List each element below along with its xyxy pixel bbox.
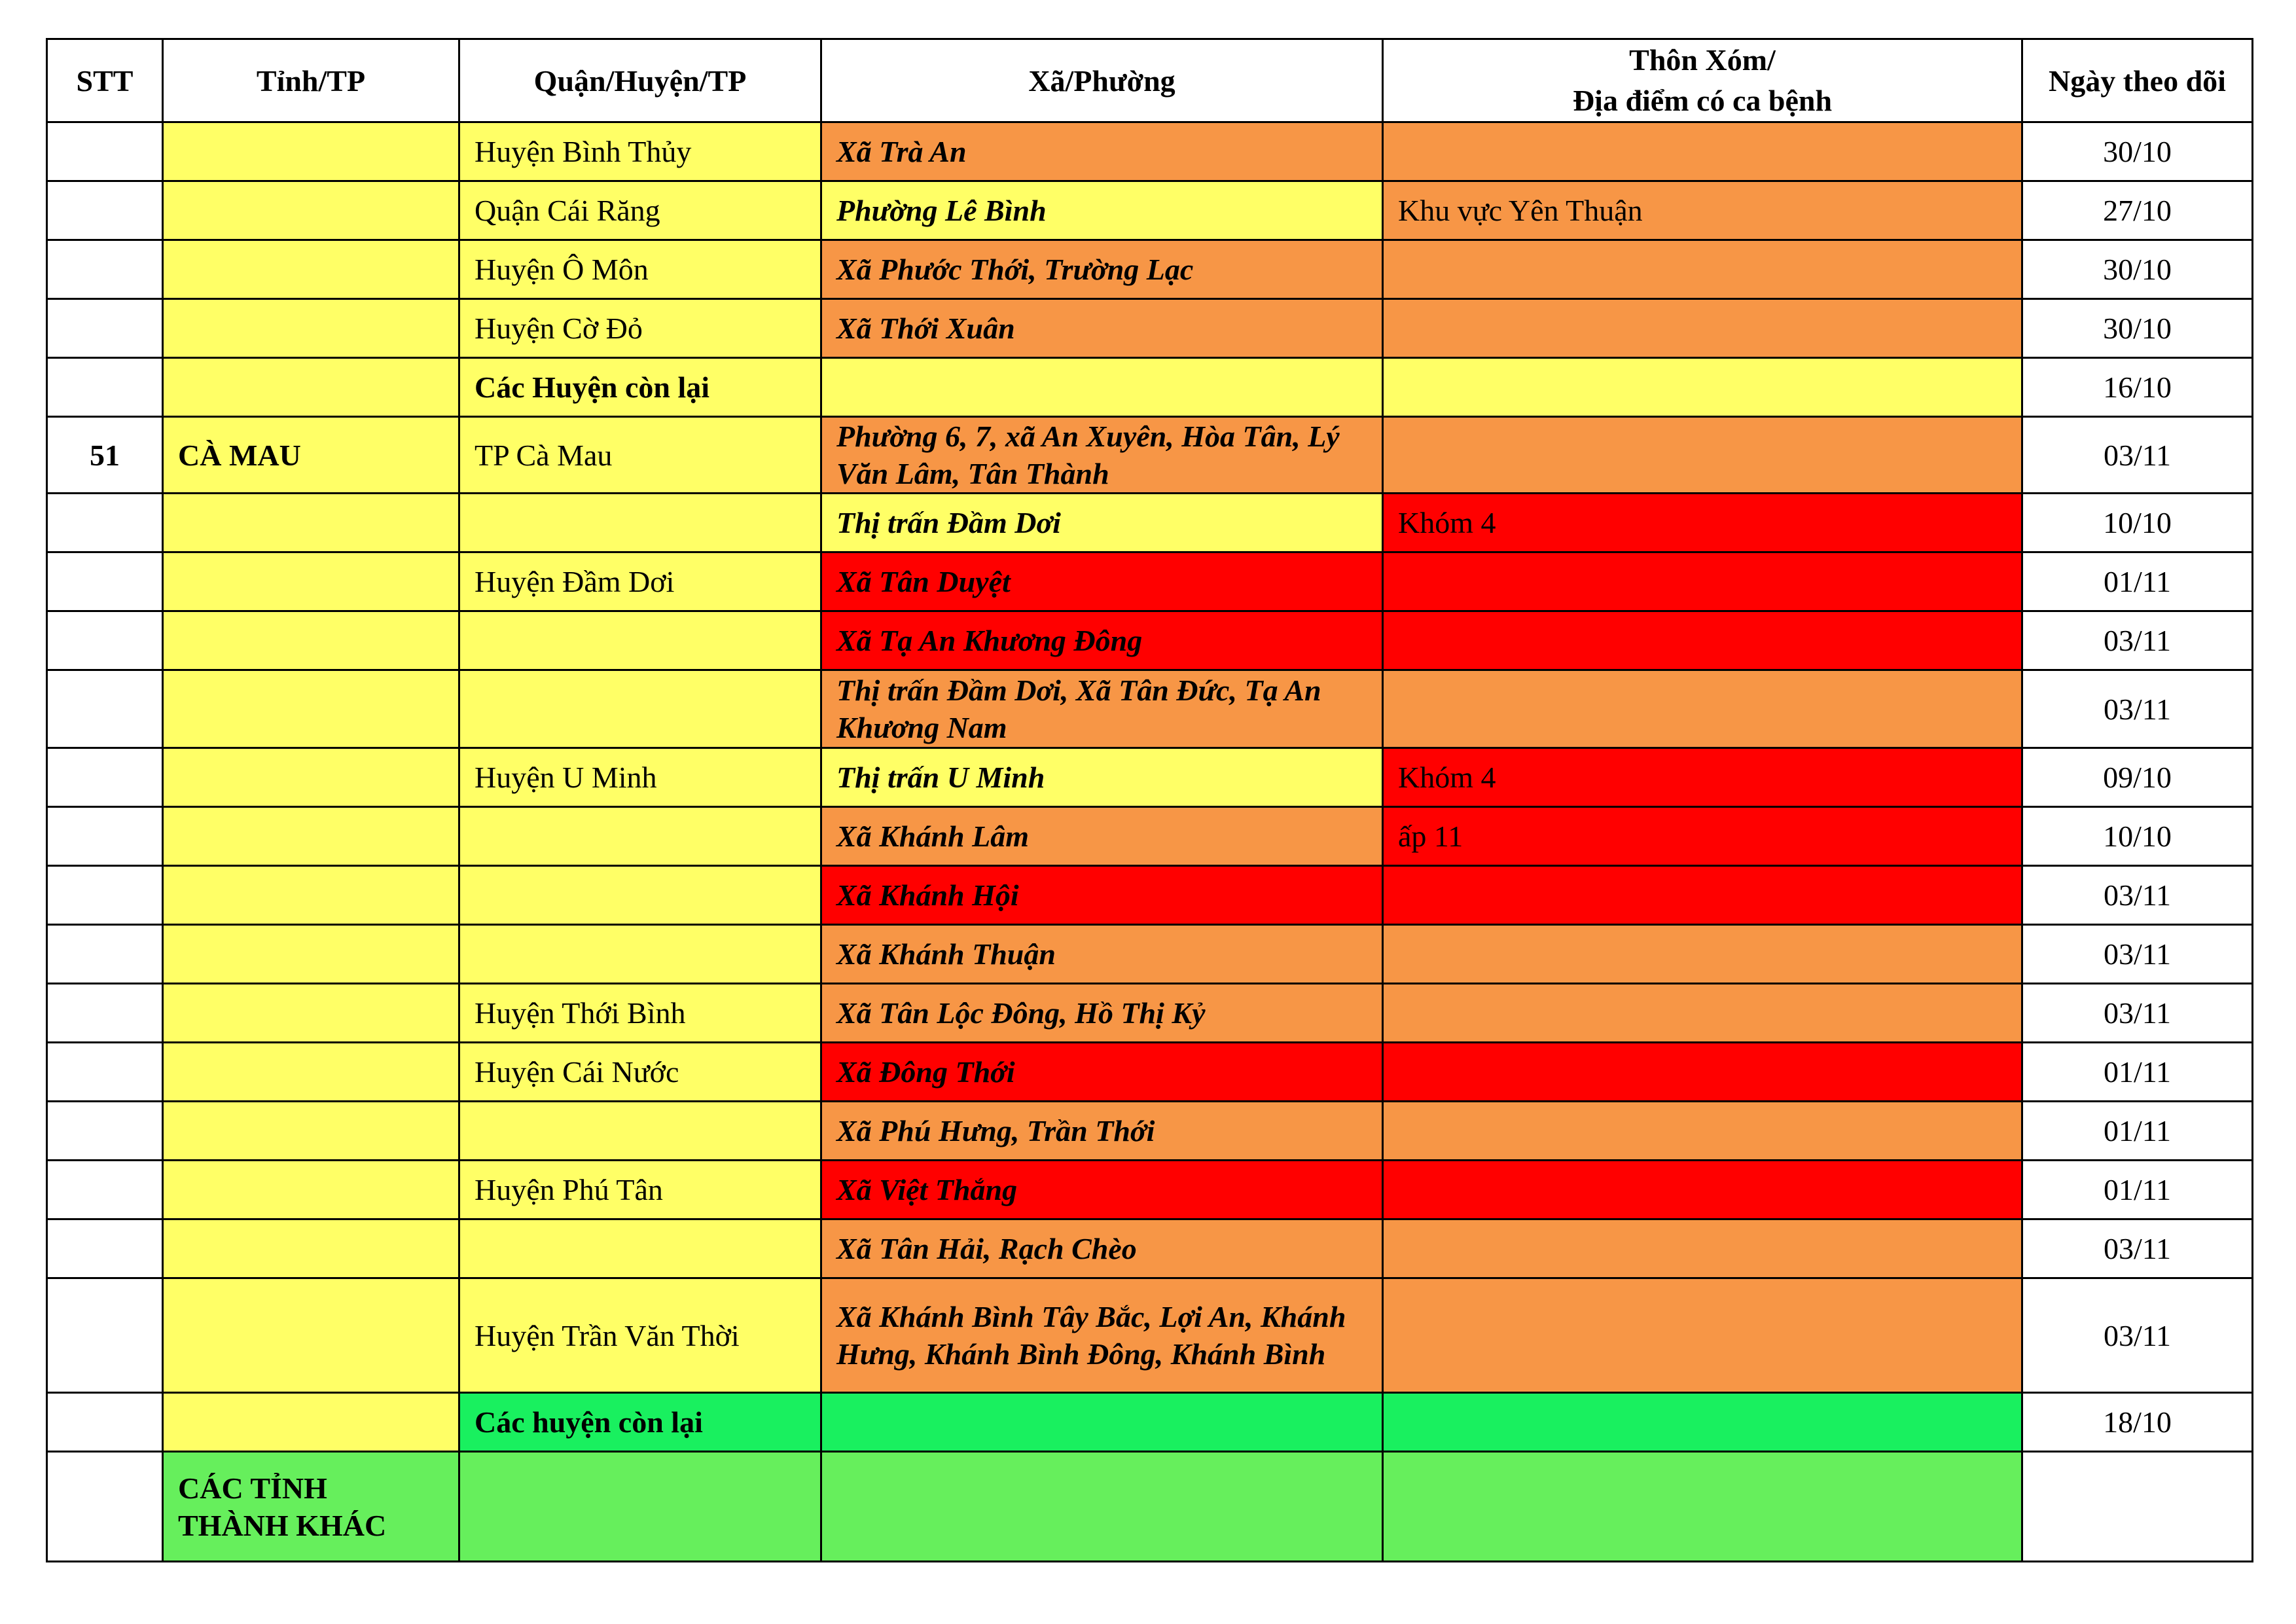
- cell-ward: Xã Khánh Thuận: [821, 925, 1383, 984]
- cell-hamlet: [1383, 925, 2022, 984]
- cell-district: [459, 1219, 821, 1278]
- cell-date: 10/10: [2022, 807, 2253, 866]
- cell-district: [459, 1102, 821, 1161]
- cell-province: [163, 240, 459, 299]
- cell-province: [163, 866, 459, 925]
- header-hamlet-line2: Địa điểm có ca bệnh: [1572, 84, 1833, 117]
- cell-stt: [47, 240, 163, 299]
- cell-province: CÁC TỈNH THÀNH KHÁC: [163, 1452, 459, 1562]
- cell-ward: Phường Lê Bình: [821, 181, 1383, 240]
- cell-hamlet: [1383, 122, 2022, 181]
- cell-province: [163, 358, 459, 417]
- cell-hamlet: [1383, 1161, 2022, 1219]
- table-row: [47, 358, 2253, 417]
- table-row: [47, 1102, 2253, 1161]
- cell-stt: [47, 670, 163, 748]
- table-row: [47, 240, 2253, 299]
- header-district: Quận/Huyện/TP: [459, 39, 821, 122]
- cell-district: Huyện Bình Thủy: [459, 122, 821, 181]
- cell-date: 03/11: [2022, 984, 2253, 1043]
- cell-district: TP Cà Mau: [459, 417, 821, 494]
- cell-stt: [47, 748, 163, 807]
- cell-district: Huyện Trần Văn Thời: [459, 1278, 821, 1393]
- cell-hamlet: [1383, 984, 2022, 1043]
- cell-hamlet: [1383, 552, 2022, 611]
- cell-hamlet: [1383, 358, 2022, 417]
- cell-province: [163, 1393, 459, 1452]
- cell-province: [163, 611, 459, 670]
- cell-district: [459, 611, 821, 670]
- cell-district: Huyện Cờ Đỏ: [459, 299, 821, 358]
- table-row: [47, 494, 2253, 552]
- cell-date: 03/11: [2022, 611, 2253, 670]
- cell-hamlet: [1383, 1219, 2022, 1278]
- table-row: [47, 1452, 2253, 1562]
- cell-stt: [47, 1278, 163, 1393]
- cell-date: 03/11: [2022, 866, 2253, 925]
- cell-stt: [47, 866, 163, 925]
- cell-district: Huyện Thới Bình: [459, 984, 821, 1043]
- cell-stt: [47, 494, 163, 552]
- cell-hamlet: [1383, 670, 2022, 748]
- cell-hamlet: Khu vực Yên Thuận: [1383, 181, 2022, 240]
- cell-province: [163, 984, 459, 1043]
- cell-ward: [821, 1393, 1383, 1452]
- cell-date: 03/11: [2022, 417, 2253, 494]
- cell-stt: [47, 552, 163, 611]
- table-row: [47, 122, 2253, 181]
- cell-hamlet: [1383, 299, 2022, 358]
- cell-date: 03/11: [2022, 1219, 2253, 1278]
- cell-date: 10/10: [2022, 494, 2253, 552]
- table-row: [47, 807, 2253, 866]
- cell-district: Huyện U Minh: [459, 748, 821, 807]
- cell-stt: [47, 1161, 163, 1219]
- table-row: [47, 1393, 2253, 1452]
- cell-ward: Thị trấn U Minh: [821, 748, 1383, 807]
- cell-ward: Xã Phước Thới, Trường Lạc: [821, 240, 1383, 299]
- cell-stt: [47, 1452, 163, 1562]
- cell-ward: Xã Việt Thắng: [821, 1161, 1383, 1219]
- table-row: [47, 417, 2253, 494]
- cell-stt: [47, 1219, 163, 1278]
- cell-province: [163, 748, 459, 807]
- cell-date: 01/11: [2022, 1102, 2253, 1161]
- cell-district: Các Huyện còn lại: [459, 358, 821, 417]
- table-row: [47, 611, 2253, 670]
- cell-province: [163, 807, 459, 866]
- cell-ward: [821, 358, 1383, 417]
- cell-district: Huyện Phú Tân: [459, 1161, 821, 1219]
- table-row: [47, 181, 2253, 240]
- cell-date: 09/10: [2022, 748, 2253, 807]
- cell-district: [459, 866, 821, 925]
- cell-province: [163, 122, 459, 181]
- cell-date: 03/11: [2022, 925, 2253, 984]
- cell-ward: [821, 1452, 1383, 1562]
- cell-stt: [47, 611, 163, 670]
- cell-ward: Xã Tân Duyệt: [821, 552, 1383, 611]
- cell-province: [163, 181, 459, 240]
- cell-date: 03/11: [2022, 670, 2253, 748]
- table-row: [47, 1161, 2253, 1219]
- table-row: [47, 1043, 2253, 1102]
- cell-district: Huyện Ô Môn: [459, 240, 821, 299]
- cell-ward: Thị trấn Đầm Dơi: [821, 494, 1383, 552]
- cell-date: 03/11: [2022, 1278, 2253, 1393]
- cell-ward: Phường 6, 7, xã An Xuyên, Hòa Tân, Lý Văn Lâm, Tân Thành: [821, 417, 1383, 494]
- cell-district: Quận Cái Răng: [459, 181, 821, 240]
- cell-date: 30/10: [2022, 240, 2253, 299]
- cell-province: [163, 494, 459, 552]
- cell-hamlet: [1383, 1102, 2022, 1161]
- cell-stt: [47, 1393, 163, 1452]
- cell-date: 01/11: [2022, 1043, 2253, 1102]
- cell-hamlet: [1383, 1393, 2022, 1452]
- cell-hamlet: Khóm 4: [1383, 748, 2022, 807]
- cell-hamlet: [1383, 866, 2022, 925]
- cell-stt: [47, 807, 163, 866]
- cell-date: [2022, 1452, 2253, 1562]
- cell-province: [163, 925, 459, 984]
- table-row: [47, 670, 2253, 748]
- cell-district: [459, 670, 821, 748]
- cell-province: [163, 1278, 459, 1393]
- cell-ward: Xã Thới Xuân: [821, 299, 1383, 358]
- cell-date: 18/10: [2022, 1393, 2253, 1452]
- header-province: Tỉnh/TP: [163, 39, 459, 122]
- cell-stt: [47, 925, 163, 984]
- cell-date: 30/10: [2022, 122, 2253, 181]
- cell-hamlet: [1383, 417, 2022, 494]
- cell-hamlet: [1383, 1043, 2022, 1102]
- cell-ward: Xã Trà An: [821, 122, 1383, 181]
- cell-hamlet: [1383, 1278, 2022, 1393]
- cell-province: [163, 1043, 459, 1102]
- cell-district: [459, 807, 821, 866]
- cell-stt: [47, 122, 163, 181]
- cell-hamlet: ấp 11: [1383, 807, 2022, 866]
- cell-stt: 51: [47, 417, 163, 494]
- header-hamlet: [1383, 39, 2022, 122]
- cell-district: [459, 494, 821, 552]
- outbreak-table: [46, 38, 2253, 1562]
- table-header-row: [47, 39, 2253, 122]
- table-row: [47, 1278, 2253, 1393]
- cell-ward: Xã Khánh Hội: [821, 866, 1383, 925]
- table-row: [47, 866, 2253, 925]
- cell-province: CÀ MAU: [163, 417, 459, 494]
- cell-hamlet: Khóm 4: [1383, 494, 2022, 552]
- cell-province: [163, 1219, 459, 1278]
- cell-date: 16/10: [2022, 358, 2253, 417]
- cell-date: 01/11: [2022, 552, 2253, 611]
- cell-date: 01/11: [2022, 1161, 2253, 1219]
- cell-ward: Thị trấn Đầm Dơi, Xã Tân Đức, Tạ An Khương Nam: [821, 670, 1383, 748]
- header-stt: STT: [47, 39, 163, 122]
- cell-hamlet: [1383, 611, 2022, 670]
- table-row: [47, 984, 2253, 1043]
- cell-district: Huyện Cái Nước: [459, 1043, 821, 1102]
- cell-ward: Xã Phú Hưng, Trần Thới: [821, 1102, 1383, 1161]
- cell-ward: Xã Khánh Bình Tây Bắc, Lợi An, Khánh Hưng, Khánh Bình Đông, Khánh Bình: [821, 1278, 1383, 1393]
- table-row: [47, 552, 2253, 611]
- header-ward: Xã/Phường: [821, 39, 1383, 122]
- cell-ward: Xã Khánh Lâm: [821, 807, 1383, 866]
- cell-stt: [47, 299, 163, 358]
- cell-ward: Xã Tân Hải, Rạch Chèo: [821, 1219, 1383, 1278]
- cell-date: 30/10: [2022, 299, 2253, 358]
- cell-ward: Xã Đông Thới: [821, 1043, 1383, 1102]
- cell-hamlet: [1383, 240, 2022, 299]
- cell-hamlet: [1383, 1452, 2022, 1562]
- cell-stt: [47, 1102, 163, 1161]
- table-row: [47, 748, 2253, 807]
- cell-stt: [47, 984, 163, 1043]
- table-row: [47, 925, 2253, 984]
- header-date: Ngày theo dõi: [2022, 39, 2253, 122]
- table-row: [47, 1219, 2253, 1278]
- cell-province: [163, 670, 459, 748]
- cell-date: 27/10: [2022, 181, 2253, 240]
- cell-stt: [47, 1043, 163, 1102]
- header-hamlet-line1: Thôn Xóm/: [1629, 43, 1776, 77]
- cell-stt: [47, 181, 163, 240]
- cell-province: [163, 552, 459, 611]
- table-row: [47, 299, 2253, 358]
- cell-province: [163, 1102, 459, 1161]
- cell-district: [459, 1452, 821, 1562]
- cell-district: Huyện Đầm Dơi: [459, 552, 821, 611]
- cell-district: Các huyện còn lại: [459, 1393, 821, 1452]
- cell-province: [163, 299, 459, 358]
- cell-stt: [47, 358, 163, 417]
- cell-ward: Xã Tân Lộc Đông, Hồ Thị Kỷ: [821, 984, 1383, 1043]
- cell-district: [459, 925, 821, 984]
- cell-ward: Xã Tạ An Khương Đông: [821, 611, 1383, 670]
- cell-province: [163, 1161, 459, 1219]
